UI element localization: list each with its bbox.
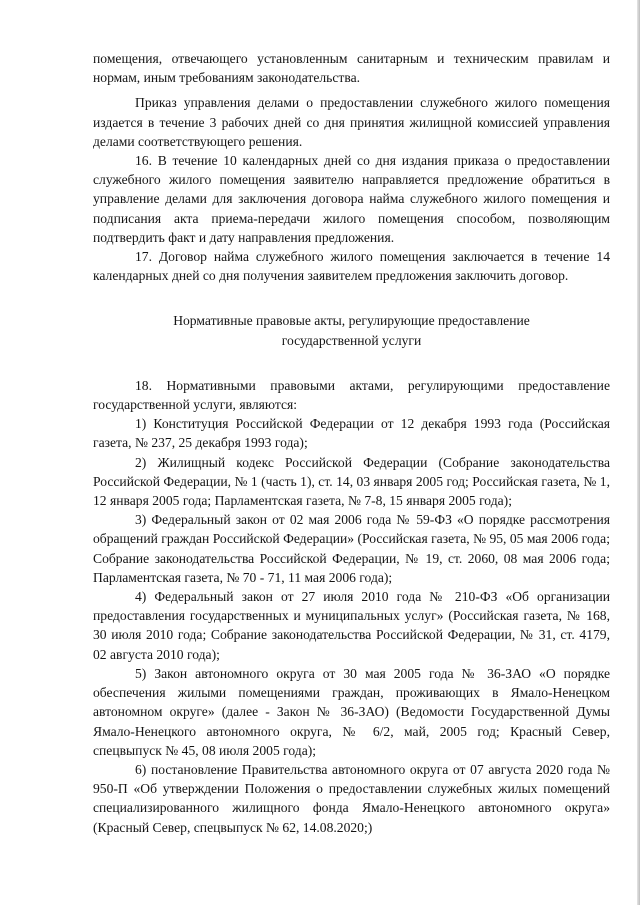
list-item-government-decree-950: 6) постановление Правительства автономного округа от 07 августа 2020 года № 950-П «Об утверждении Положения о предоставлении служебных жилых помещений специализированного жилищного фонда Ямало-Ненецкого автономного округа» (Красный Север, спецвыпуск № 62, 14.08.2020;) [93, 761, 610, 835]
list-item-constitution: 1) Конституция Российской Федерации от 12 декабря 1993 года (Российская газета, № 237, 25 декабря 1993 года); [93, 416, 610, 451]
list-item-federal-law-210: 4) Федеральный закон от 27 июля 2010 года № 210-ФЗ «Об организации предоставления государственных и муниципальных услуг» (Российская газета, № 168, 30 июля 2010 года; Собрание законодательства Российской Федерации, № 31, ст. 4179, 02 августа 2010 года); [93, 589, 610, 662]
paragraph-order-issuance: Приказ управления делами о предоставлении служебного жилого помещения издается в течение 3 рабочих дней со дня принятия жилищной комиссией управления делами соответствующего решения. [93, 95, 610, 149]
paragraph-continuation: помещения, отвечающего установленным санитарным и техническим правилам и нормам, иным требованиям законодательства. [93, 51, 610, 86]
paragraph-18: 18. Нормативными правовыми актами, регулирующими предоставление государственной услуги, являются: [93, 377, 610, 413]
list-item-housing-code: 2) Жилищный кодекс Российской Федерации (Собрание законодательства Российской Федерации, № 1 (часть 1), ст. 14, 03 января 2005 год; Российская газета, № 1, 12 января 2005 года; Парламентская газета, № 7-8, 15 января 2005 года); [93, 454, 610, 509]
section-heading: Нормативные правовые акты, регулирующие предоставление государственной услуги [173, 313, 530, 348]
list-item-federal-law-59: 3) Федеральный закон от 02 мая 2006 года № 59-ФЗ «О порядке рассмотрения обращений граждан Российской Федерации» (Российская газета, № 95, 05 мая 2006 года; Собрание законодательства Российской Федерации, № 19, ст. 2060, 08 мая 2006 года; Парламентская газета, № 70 - 71, 11 мая 2006 года); [93, 512, 610, 585]
paragraph-17: 17. Договор найма служебного жилого помещения заключается в течение 14 календарных дней со дня получения заявителем предложения заключить договор. [93, 249, 610, 284]
list-item-regional-law-36: 5) Закон автономного округа от 30 мая 2005 года № 36-ЗАО «О порядке обеспечения жилыми помещениями граждан, проживающих в Ямало-Ненецком автономном округе» (далее - Закон № 36-ЗАО) (Ведомости Государственной Думы Ямало-Ненецкого автономного округа, № 6/2, май, 2005 год; Красный Север, спецвыпуск № 45, 08 июля 2005 года); [93, 665, 610, 758]
paragraph-16: 16. В течение 10 календарных дней со дня издания приказа о предоставлении служебного жилого помещения заявителю направляется предложение обратиться в управление делами для заключения договора найма служебного жилого помещения и подписания акта приема-передачи жилого помещения способом, позволяющим подтвердить факт и дату направления предложения. [93, 153, 610, 245]
